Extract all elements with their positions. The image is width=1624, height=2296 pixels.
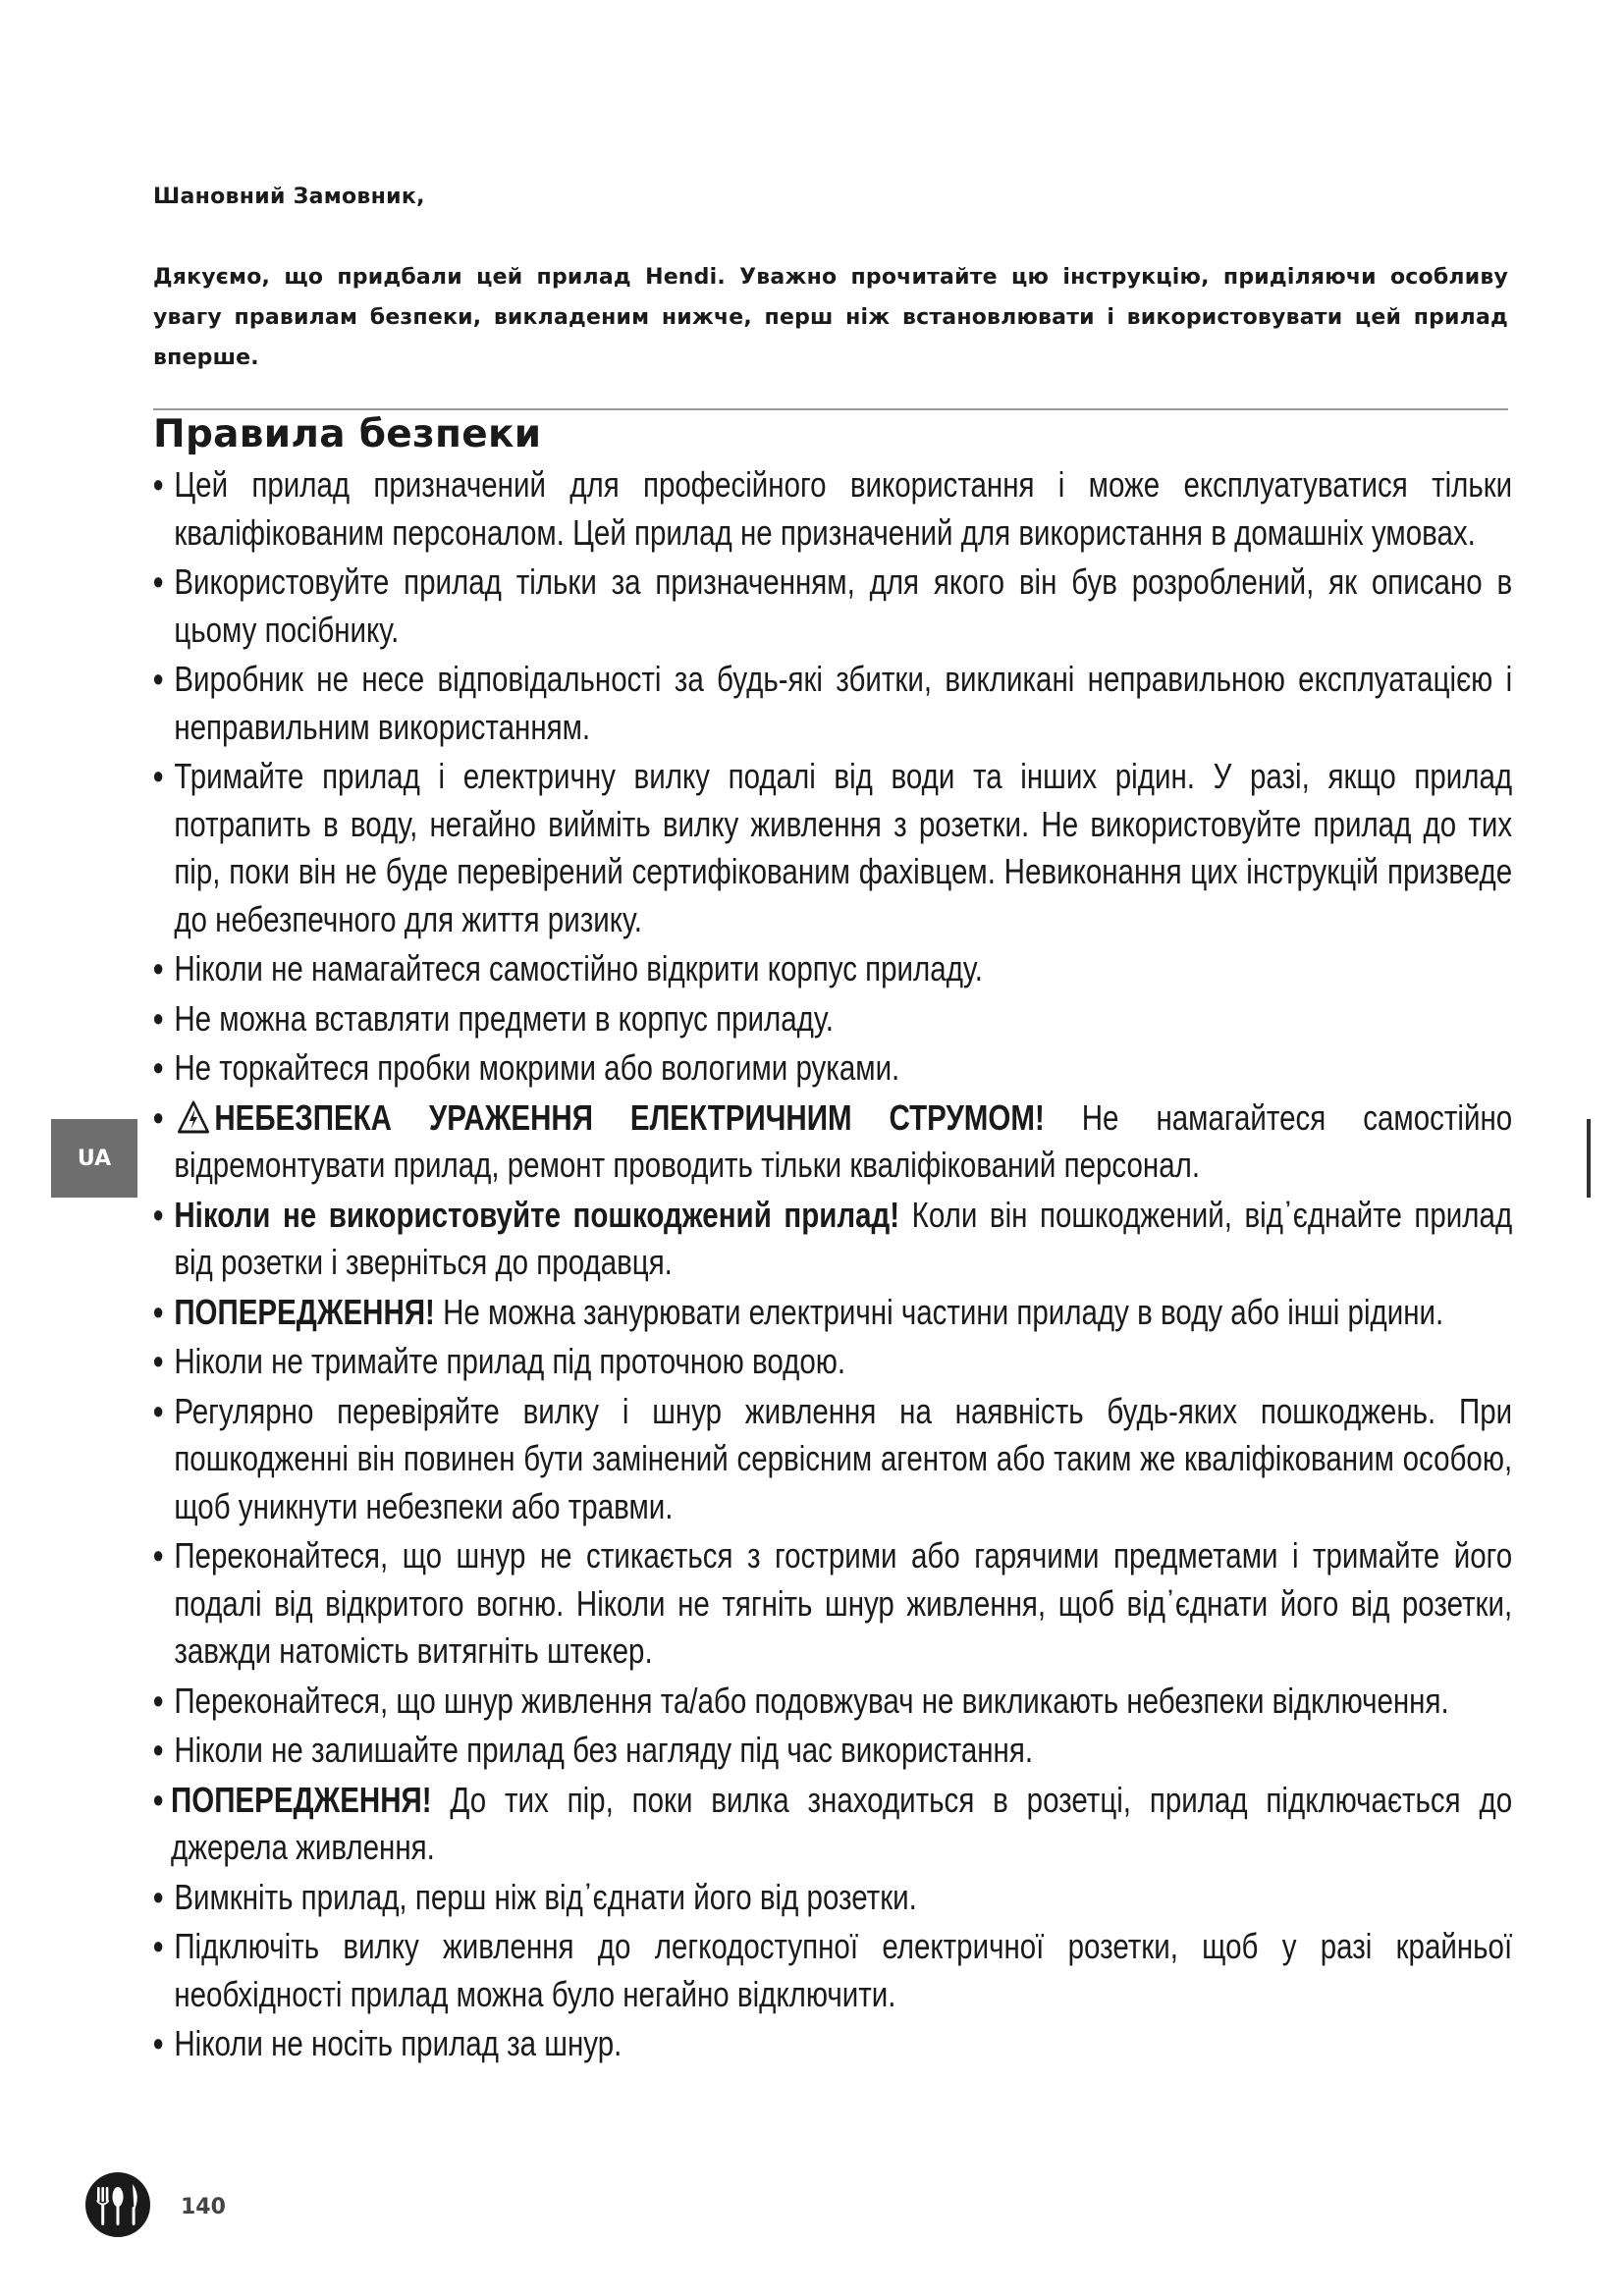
list-item: • Використовуйте прилад тільки за призначенням, для якого він був розроблений, як описано в цьому посібнику.	[153, 559, 1512, 654]
bullet-icon: •	[153, 997, 164, 1039]
electric-hazard-icon	[178, 1100, 210, 1134]
bullet-icon: •	[153, 1779, 164, 1820]
list-item: • Ніколи не використовуйте пошкоджений прилад! Коли він пошкоджений, від᾿єднайте прилад від розетки і зверніться до продавця.	[153, 1192, 1512, 1287]
list-item: • Не можна вставляти предмети в корпус приладу.	[153, 995, 1512, 1043]
list-item: • Вимкніть прилад, перш ніж від᾿єднати його від розетки.	[153, 1874, 1512, 1922]
section-title: Правила безпеки	[153, 412, 542, 456]
intro-paragraph: Дякуємо, що придбали цей прилад Hendi. Уважно прочитайте цю інструкцію, приділяючи особливу увагу правилам безпеки, викладеним нижче, перш ніж встановлювати і використовувати цей прилад вперше.	[153, 265, 1508, 370]
list-item: • Ніколи не тримайте прилад під проточною водою.	[153, 1338, 1512, 1386]
list-item: • Регулярно перевіряйте вилку і шнур живлення на наявність будь-яких пошкоджень. При пошкодженні він повинен бути замінений сервісним агентом або таким же кваліфікованим особою, щоб уникнути небезпеки або травми.	[153, 1388, 1512, 1531]
list-item: • Ніколи не залишайте прилад без нагляду під час використання.	[153, 1727, 1512, 1775]
list-item: • Тримайте прилад і електричну вилку подалі від води та інших рідин. У разі, якщо прилад потрапить в воду, негайно вийміть вилку живлення з розетки. Не використовуйте прилад до тих пір, поки він не буде перевірений сертифікованим фахівцем. Невиконання цих інструкцій призведе до небезпечного для життя ризику.	[153, 753, 1512, 943]
bullet-icon: •	[153, 1096, 164, 1138]
safety-rules-list	[153, 461, 1512, 2070]
greeting: Шановний Замовник,	[153, 185, 425, 209]
bullet-icon: •	[153, 659, 164, 699]
bullet-icon: •	[153, 1390, 164, 1431]
list-item: • Не торкайтеся пробки мокрими або вологими руками.	[153, 1044, 1512, 1093]
bullet-icon: •	[153, 1535, 164, 1575]
list-item: • Виробник не несе відповідальності за будь-які збитки, викликані неправильною експлуатацією і неправильним використанням.	[153, 656, 1512, 751]
list-item: • Ніколи не носіть прилад за шнур.	[153, 2020, 1512, 2068]
bullet-icon: •	[153, 1341, 164, 1381]
section-divider	[153, 408, 1508, 410]
bullet-icon: •	[153, 1730, 164, 1770]
bullet-icon: •	[153, 1194, 164, 1235]
list-item: • Ніколи не намагайтеся самостійно відкрити корпус приладу.	[153, 945, 1512, 993]
page-number: 140	[181, 2195, 226, 2219]
bullet-icon: •	[153, 1680, 164, 1721]
bullet-icon: •	[153, 756, 164, 796]
list-item: • Переконайтеся, що шнур не стикається з гострими або гарячими предметами і тримайте його подалі від відкритого вогню. Ніколи не тягніть шнур живлення, щоб від᾿єднати його від розетки, завжди натомість витягніть штекер.	[153, 1532, 1512, 1676]
list-item: • Переконайтеся, що шнур живлення та/або подовжувач не викликають небезпеки відключення.	[153, 1678, 1512, 1726]
bullet-icon: •	[153, 1876, 164, 1917]
bullet-icon: •	[153, 1926, 164, 1966]
bullet-icon: •	[153, 561, 164, 602]
list-item: • ПОПЕРЕДЖЕННЯ! До тих пір, поки вилка знаходиться в розетці, прилад підключається до джерела живлення.	[153, 1777, 1512, 1872]
language-tab: UA	[51, 1119, 137, 1198]
cutlery-icon	[84, 2171, 151, 2238]
list-item: • Підключіть вилку живлення до легкодоступної електричної розетки, щоб у разі крайньої необхідності прилад можна було негайно відключити.	[153, 1923, 1512, 2018]
list-item: • НЕБЕЗПЕКА УРАЖЕННЯ ЕЛЕКТРИЧНИМ СТРУМОМ! Не намагайтеся самостійно відремонтувати прилад, ремонт проводить тільки кваліфікований персонал.	[153, 1095, 1512, 1190]
margin-marker	[1587, 1119, 1591, 1198]
bullet-icon: •	[153, 1047, 164, 1088]
list-item: • Цей прилад призначений для професійного використання і може експлуатуватися тільки кваліфікованим персоналом. Цей прилад не призначений для використання в домашніх умовах.	[153, 461, 1512, 557]
bullet-icon: •	[153, 2023, 164, 2063]
list-item: • ПОПЕРЕДЖЕННЯ! Не можна занурювати електричні частини приладу в воду або інші рідини.	[153, 1289, 1512, 1337]
bullet-icon: •	[153, 464, 164, 505]
bullet-icon: •	[153, 948, 164, 988]
bullet-icon: •	[153, 1291, 164, 1332]
